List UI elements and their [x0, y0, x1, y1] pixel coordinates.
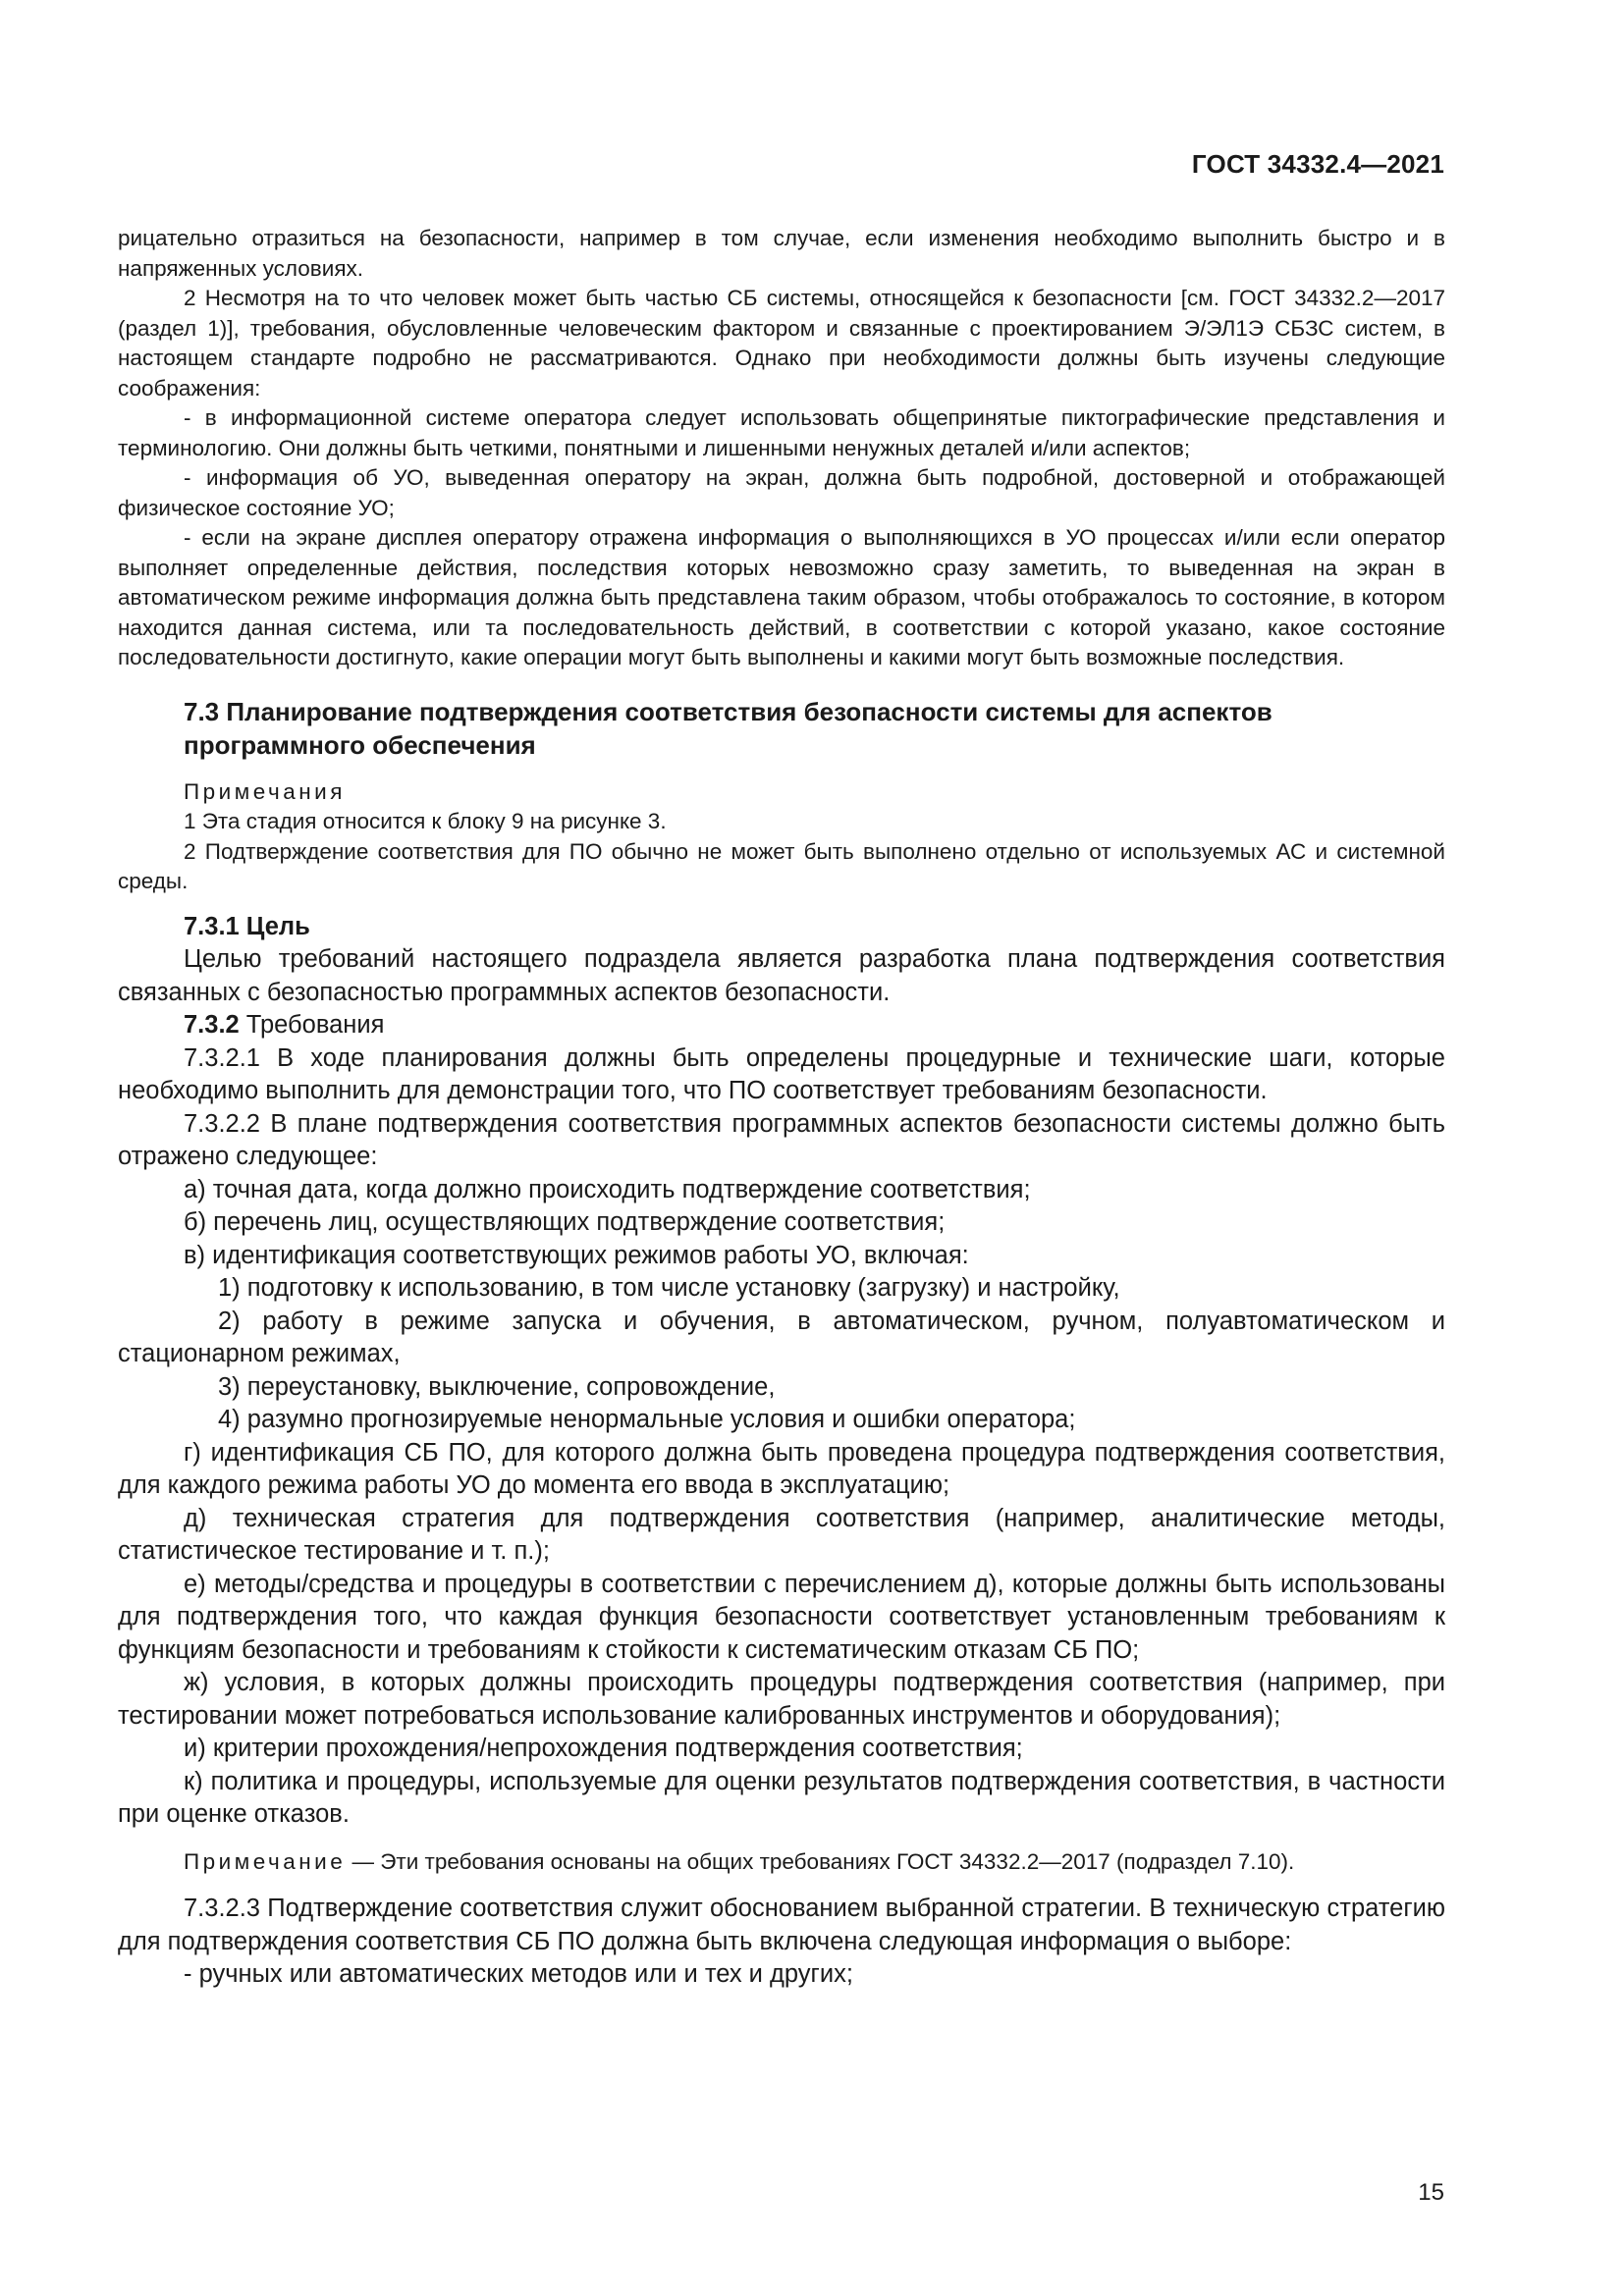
sub-list-item: 3) переустановку, выключение, сопровождение,	[218, 1372, 776, 1401]
sub-list-item: 2) работу в режиме запуска и обучения, в автоматическом, ручном, полуавтоматическом и стационарном режимах,	[118, 1307, 1445, 1367]
list-item: - информация об УО, выведенная оператору на экран, должна быть подробной, достоверной и отображающей физическое состояние УО;	[118, 465, 1445, 520]
intro-block	[118, 224, 1445, 673]
note-item: 2 Подтверждение соответствия для ПО обычно не может быть выполнено отдельно от используемых АС и системной среды.	[118, 838, 1445, 893]
note-item: 1 Эта стадия относится к блоку 9 на рисунке 3.	[184, 809, 667, 833]
list-item: к) политика и процедуры, используемые для оценки результатов подтверждения соответствия, в частности при оценке отказов.	[118, 1767, 1445, 1828]
list-item: в) идентификация соответствующих режимов работы УО, включая:	[184, 1241, 969, 1269]
subsection-7323	[118, 1893, 1445, 1992]
note-label: Примечание	[184, 1848, 347, 1874]
subsection-number: 7.3.2	[184, 1011, 240, 1039]
sub-list-item: 1) подготовку к использованию, в том числе установку (загрузку) и настройку,	[218, 1274, 1120, 1302]
list-item: - ручных или автоматических методов или и тех и других;	[184, 1960, 853, 1988]
notes-label: Примечания	[184, 778, 346, 804]
paragraph: 2 Несмотря на то что человек может быть частью СБ системы, относящейся к безопасности [см. ГОСТ 34332.2—2017 (раздел 1)], требования, обусловленные человеческим фактором и связанные с проектированием Э/ЭЛ1Э СБЗС систем, в настоящем стандарте подробно не рассматриваются. Однако при необходимости должны быть изучены следующие соображения:	[118, 286, 1445, 400]
paragraph: 7.3.2.2 В плане подтверждения соответствия программных аспектов безопасности системы должно быть отражено следующее:	[118, 1109, 1445, 1170]
note-text: — Эти требования основаны на общих требованиях ГОСТ 34332.2—2017 (подраздел 7.10).	[346, 1848, 1295, 1874]
list-item: д) техническая стратегия для подтверждения соответствия (например, аналитические методы, статистическое тестирование и т. п.);	[118, 1504, 1445, 1565]
list-item: е) методы/средства и процедуры в соответствии с перечислением д), которые должны быть использованы для подтверждения того, что каждая функция безопасности соответствует установленным требованиям к функциям безопасности и требованиям к стойкости к систематическим отказам СБ ПО;	[118, 1570, 1445, 1664]
note-block	[118, 1847, 1445, 1878]
subsection-title: Требования	[239, 1011, 385, 1039]
list-item: ж) условия, в которых должны происходить процедуры подтверждения соответствия (например, при тестировании может потребоваться использование калиброванных инструментов и оборудования);	[118, 1669, 1445, 1730]
list-item: г) идентификация СБ ПО, для которого должна быть проведена процедура подтверждения соответствия, для каждого режима работы УО до момента его ввода в эксплуатацию;	[118, 1438, 1445, 1499]
list-item: б) перечень лиц, осуществляющих подтверждение соответствия;	[184, 1208, 946, 1236]
list-item: а) точная дата, когда должно происходить подтверждение соответствия;	[184, 1175, 1031, 1203]
subsection-heading	[118, 1009, 1445, 1042]
section-heading: 7.3 Планирование подтверждения соответствия безопасности системы для аспектов программного обеспечения	[184, 696, 1272, 760]
document-code: ГОСТ 34332.4—2021	[1191, 149, 1444, 179]
paragraph: 7.3.2.1 В ходе планирования должны быть определены процедурные и технические шаги, которые необходимо выполнить для демонстрации того, что ПО соответствует требованиям безопасности.	[118, 1043, 1445, 1104]
paragraph: 7.3.2.3 Подтверждение соответствия служит обоснованием выбранной стратегии. В техническую стратегию для подтверждения соответствия СБ ПО должна быть включена следующая информация о выборе:	[118, 1895, 1445, 1955]
subsection-heading: 7.3.1 Цель	[184, 912, 310, 940]
list-item: - если на экране дисплея оператору отражена информация о выполняющихся в УО процессах и/или если оператор выполняет определенные действия, последствия которых невозможно сразу заметить, то выведенная на экран в автоматическом режиме информация должна быть представлена таким образом, чтобы отображалось то состояние, в котором находится данная система, или та последовательность действий, в соответствии с которой указано, какое состояние последовательности достигнуто, какие операции могут быть выполнены и какими могут быть возможные последствия.	[118, 525, 1445, 669]
subsection-731	[118, 911, 1445, 1832]
page-number: 15	[1418, 2179, 1444, 2206]
list-item: и) критерии прохождения/непрохождения подтверждения соответствия;	[184, 1735, 1023, 1762]
document-body	[118, 224, 1445, 1992]
paragraph: Целью требований настоящего подраздела является разработка плана подтверждения соответствия связанных с безопасностью программных аспектов безопасности.	[118, 945, 1445, 1006]
paragraph: рицательно отразиться на безопасности, например в том случае, если изменения необходимо выполнить быстро и в напряженных условиях.	[118, 226, 1445, 281]
sub-list-item: 4) разумно прогнозируемые ненормальные условия и ошибки оператора;	[218, 1406, 1076, 1433]
list-item: - в информационной системе оператора следует использовать общепринятые пиктографические представления и терминологию. Они должны быть четкими, понятными и лишенными ненужных деталей и/или аспектов;	[118, 405, 1445, 460]
notes-block	[118, 777, 1445, 897]
